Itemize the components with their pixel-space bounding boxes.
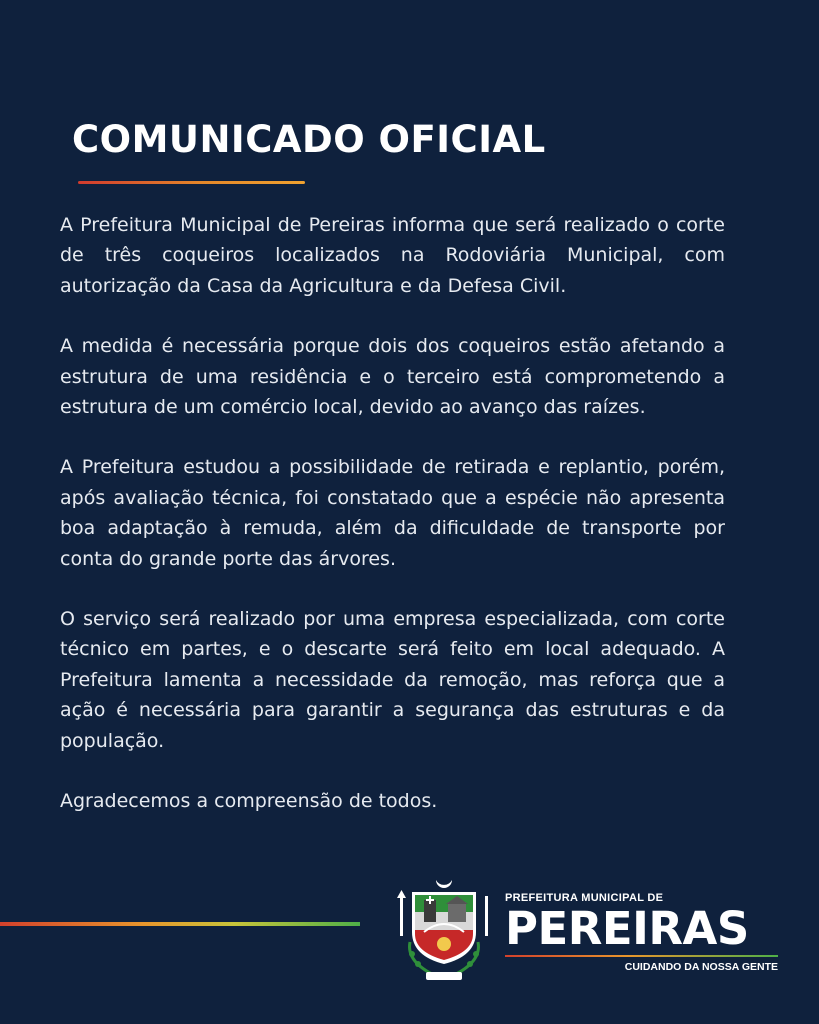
brand-top-line: PREFEITURA MUNICIPAL DE	[505, 892, 664, 904]
paragraph-closing: Agradecemos a compreensão de todos.	[60, 790, 438, 813]
paragraph-2: A medida é necessária porque dois dos coqueiros estão afetando a estrutura de uma residência e o terceiro está comprometendo a estrutura de um comércio local, devido ao avanço das raízes.	[60, 335, 725, 419]
paragraph-4: O serviço será realizado por uma empresa especializada, com corte técnico em partes, e o descarte será feito em local adequado. A Prefeitura lamenta a necessidade da remoção, mas reforça que a ação é necessária para garantir a segurança das estruturas e da população.	[60, 608, 725, 752]
page-title: COMUNICADO OFICIAL	[72, 118, 546, 161]
footer-gradient-line	[0, 922, 360, 926]
brand-gradient-rule	[505, 955, 778, 957]
announcement-body	[60, 210, 725, 847]
municipal-brand	[505, 892, 785, 973]
brand-tagline: CUIDANDO DA NOSSA GENTE	[624, 961, 778, 973]
municipal-crest-icon	[396, 872, 492, 984]
paragraph-1: A Prefeitura Municipal de Pereiras informa que será realizado o corte de três coqueiros localizados na Rodoviária Municipal, com autorização da Casa da Agricultura e da Defesa Civil.	[60, 214, 725, 297]
paragraph-3: A Prefeitura estudou a possibilidade de retirada e replantio, porém, após avaliação técnica, foi constatado que a espécie não apresenta boa adaptação à remuda, além da dificuldade de transporte por conta do grande porte das árvores.	[60, 456, 725, 570]
title-underline	[78, 181, 305, 184]
brand-name: PEREIRAS	[505, 902, 749, 955]
